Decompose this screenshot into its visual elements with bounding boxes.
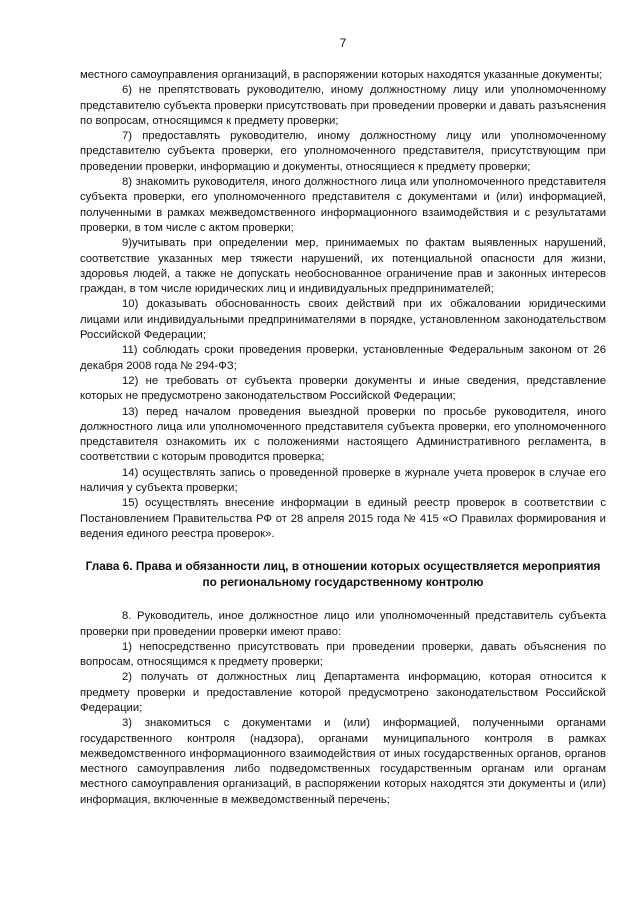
paragraph-item-13: 13) перед началом проведения выездной проверки по просьбе руководителя, иного должностного лица или уполномоченного представителя субъекта проверки, его уполномоченного представителя ознакомить их с положениями настоящего Административного регламента, в соответствии с которым проводится проверка;	[80, 405, 606, 464]
paragraph-continuation: местного самоуправления организаций, в распоряжении которых находятся указанные документы;	[80, 69, 603, 81]
page-number: 7	[339, 36, 347, 50]
paragraph-item-12: 12) не требовать от субъекта проверки документы и иные сведения, представление которых не предусмотрено законодательством Российской Федерации;	[80, 374, 606, 403]
obligations-list	[80, 68, 606, 542]
chapter-title: Глава 6. Права и обязанности лиц, в отношении которых осуществляется мероприятия по региональному государственному контролю	[85, 559, 601, 589]
paragraph-section-8: 8. Руководитель, иное должностное лицо или уполномоченный представитель субъекта проверки при проведении проверки имеют право:	[80, 610, 606, 638]
paragraph-item-15: 15) осуществлять внесение информации в единый реестр проверок в соответствии с Постановлением Правительства РФ от 28 апреля 2015 года № 415 «О Правилах формирования и ведения единого реестра проверок».	[80, 497, 606, 540]
paragraph-item-9: 9)учитывать при определении мер, принимаемых по фактам выявленных нарушений, соответствие указанных мер тяжести нарушений, их потенциальной опасности для жизни, здоровья людей, а также не допускать необоснованное ограничение прав и законных интересов граждан, в том числе юридических лиц и индивидуальных предпринимателей;	[80, 237, 606, 296]
paragraph-item-8: 8) знакомить руководителя, иного должностного лица или уполномоченного представителя субъекта проверки, его уполномоченного представителя с документами и (или) информацией, полученными в рамках межведомственного информационного взаимодействия и с результатами проверки, в том числе с актом проверки;	[80, 176, 606, 234]
paragraph-item-6: 6) не препятствовать руководителю, иному должностному лицу или уполномоченному представителю субъекта проверки присутствовать при проведении проверки и давать разъяснения по вопросам, относящимся к предмету проверки;	[80, 84, 606, 127]
paragraph-right-2: 2) получать от должностных лиц Департамента информацию, которая относится к предмету проверки и предоставление которой предусмотрено законодательством Российской Федерации;	[80, 671, 606, 714]
paragraph-item-10: 10) доказывать обоснованность своих действий при их обжаловании юридическими лицами или индивидуальными предпринимателями в порядке, установленном законодательством Российской Федерации;	[80, 298, 606, 342]
paragraph-item-14: 14) осуществлять запись о проведенной проверке в журнале учета проверок в случае его наличия у субъекта проверки;	[80, 466, 606, 495]
rights-list	[80, 609, 606, 808]
paragraph-right-1: 1) непосредственно присутствовать при проведении проверки, давать объяснения по вопросам, относящимся к предмету проверки;	[80, 640, 606, 669]
paragraph-item-11: 11) соблюдать сроки проведения проверки, установленные Федеральным законом от 26 декабря 2008 года № 294-ФЗ;	[80, 344, 606, 372]
paragraph-item-7: 7) предоставлять руководителю, иному должностному лицу или уполномоченному представителю субъекта проверки, его уполномоченного представителя, присутствующим при проведении проверки, информацию и документы, относящиеся к предмету проверки;	[80, 130, 606, 173]
document-page	[80, 36, 606, 808]
paragraph-right-3: 3) знакомиться с документами и (или) информацией, полученными органами государственного контроля (надзора), органами муниципального контроля в рамках межведомственного информационного взаимодействия от иных государственных органов, органов местного самоуправления либо подведомственных государственным органам или органам местного самоуправления организаций, в распоряжении которых находятся эти документы и (или) информация, включенные в межведомственный перечень;	[80, 717, 606, 806]
